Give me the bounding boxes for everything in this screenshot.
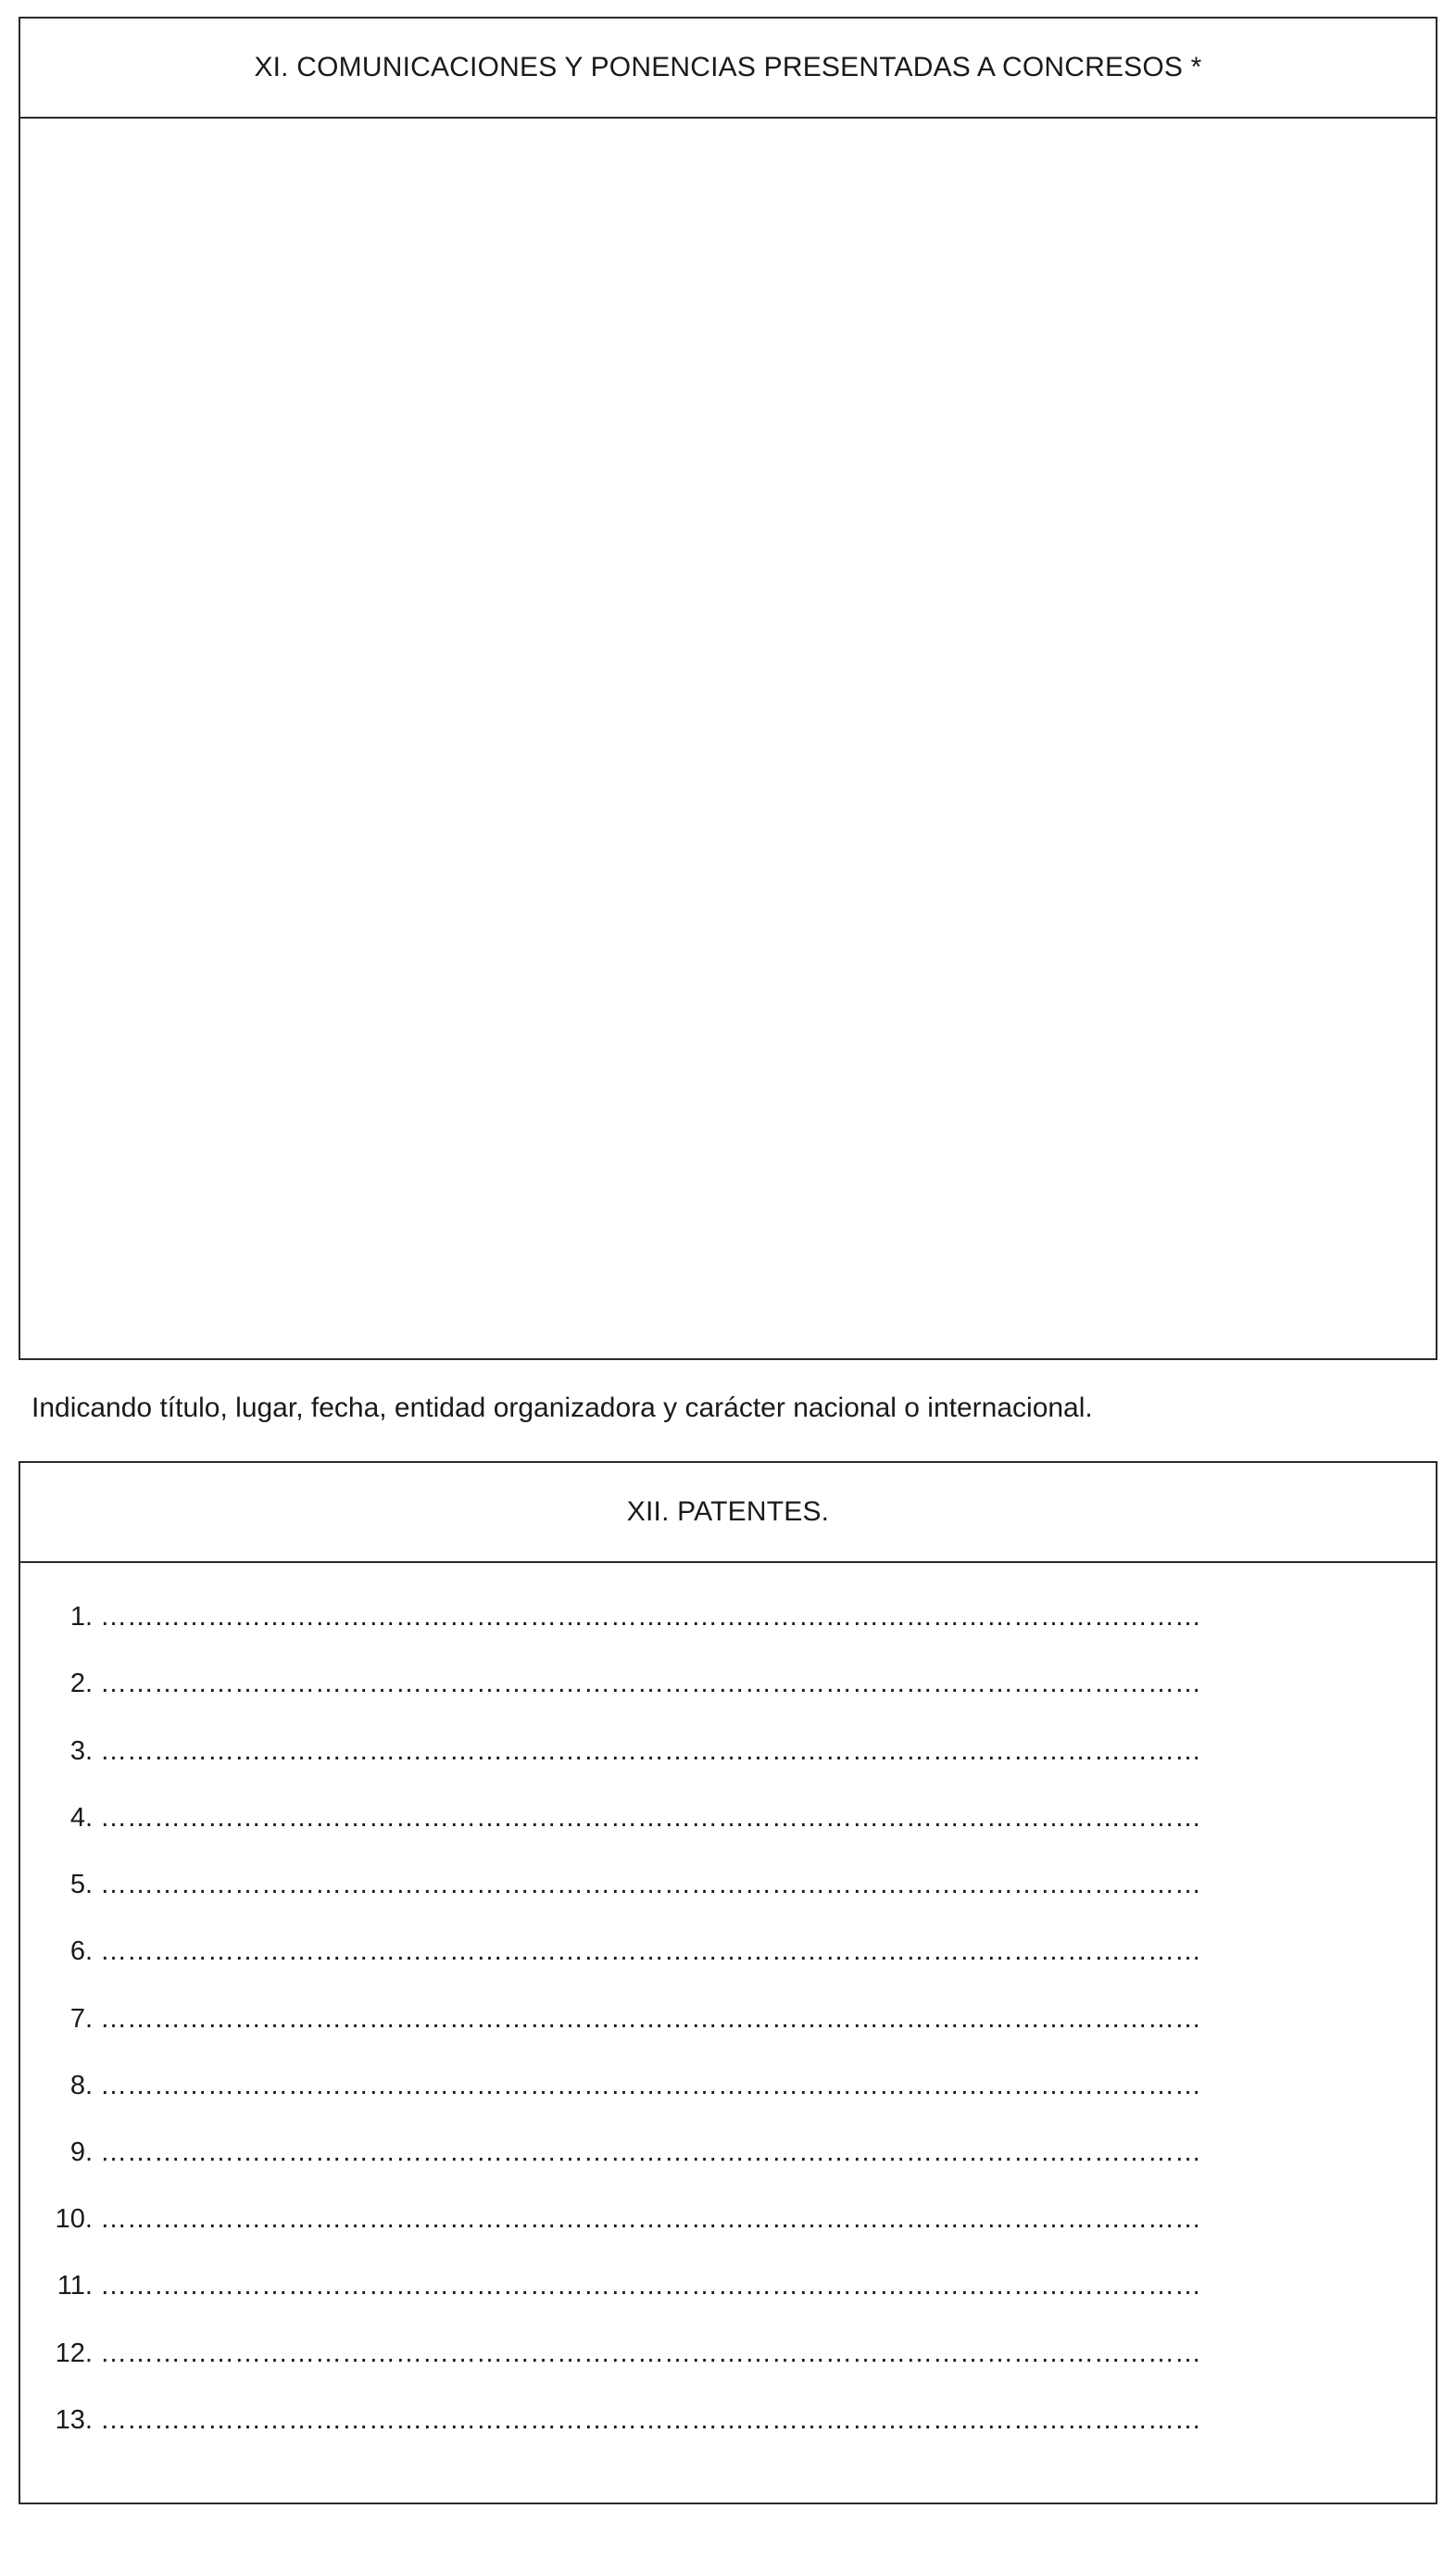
patent-item[interactable] xyxy=(20,2402,1436,2439)
patent-item[interactable] xyxy=(20,2000,1436,2037)
section-xii-box xyxy=(19,1461,1437,2504)
patent-item-number: 10. xyxy=(55,2204,93,2234)
section-xii-title: XII. PATENTES. xyxy=(20,1463,1436,1563)
patent-item-dotted-line[interactable]: …………………………………………………………………………………………………………… xyxy=(100,1736,1201,1766)
patent-item-dotted-line[interactable]: …………………………………………………………………………………………………………… xyxy=(100,1669,1201,1698)
patent-item-number: 1. xyxy=(69,1602,93,1632)
patent-item-dotted-line[interactable]: …………………………………………………………………………………………………………… xyxy=(100,2405,1201,2435)
patent-item[interactable] xyxy=(20,2200,1436,2238)
patent-item-dotted-line[interactable]: …………………………………………………………………………………………………………… xyxy=(100,1936,1201,1966)
patent-item-dotted-line[interactable]: …………………………………………………………………………………………………………… xyxy=(100,1602,1201,1632)
patent-item-dotted-line[interactable]: …………………………………………………………………………………………………………… xyxy=(100,2271,1201,2301)
patent-item[interactable] xyxy=(20,1733,1436,1770)
patent-item[interactable] xyxy=(20,1933,1436,1970)
patent-item[interactable] xyxy=(20,2267,1436,2304)
patent-item[interactable] xyxy=(20,2134,1436,2171)
patent-item[interactable] xyxy=(20,1866,1436,1903)
section-xi-content-area[interactable] xyxy=(20,119,1436,1358)
patent-item-dotted-line[interactable]: …………………………………………………………………………………………………………… xyxy=(100,1803,1201,1833)
patent-item-dotted-line[interactable]: …………………………………………………………………………………………………………… xyxy=(100,2137,1201,2167)
patent-item[interactable] xyxy=(20,1799,1436,1836)
patent-item-number: 2. xyxy=(69,1669,93,1698)
patent-item[interactable] xyxy=(20,2335,1436,2372)
patent-item-number: 3. xyxy=(69,1736,93,1766)
patent-item-number: 12. xyxy=(55,2339,93,2368)
patent-item-number: 7. xyxy=(69,2004,93,2034)
patent-item-dotted-line[interactable]: …………………………………………………………………………………………………………… xyxy=(100,2204,1201,2234)
patent-item-number: 6. xyxy=(69,1936,93,1966)
patent-item-number: 11. xyxy=(56,2271,93,2301)
patent-item-dotted-line[interactable]: …………………………………………………………………………………………………………… xyxy=(100,2071,1201,2100)
patent-item[interactable] xyxy=(20,1665,1436,1702)
footnote: Indicando título, lugar, fecha, entidad organizadora y carácter nacional o internacional. xyxy=(31,1393,1093,1423)
section-xi-box xyxy=(19,17,1437,1360)
section-xi-title: XI. COMUNICACIONES Y PONENCIAS PRESENTADAS A CONCRESOS * xyxy=(20,19,1436,119)
patent-item-number: 4. xyxy=(69,1803,93,1833)
patent-item-number: 8. xyxy=(69,2071,93,2100)
patent-item-number: 9. xyxy=(69,2137,93,2167)
patent-item-dotted-line[interactable]: …………………………………………………………………………………………………………… xyxy=(100,2339,1201,2368)
patent-item-dotted-line[interactable]: …………………………………………………………………………………………………………… xyxy=(100,2004,1201,2034)
patent-item[interactable] xyxy=(20,1598,1436,1635)
patent-item-number: 5. xyxy=(69,1870,93,1899)
patent-item[interactable] xyxy=(20,2067,1436,2104)
patent-item-number: 13. xyxy=(55,2405,93,2435)
patent-item-dotted-line[interactable]: …………………………………………………………………………………………………………… xyxy=(100,1870,1201,1899)
